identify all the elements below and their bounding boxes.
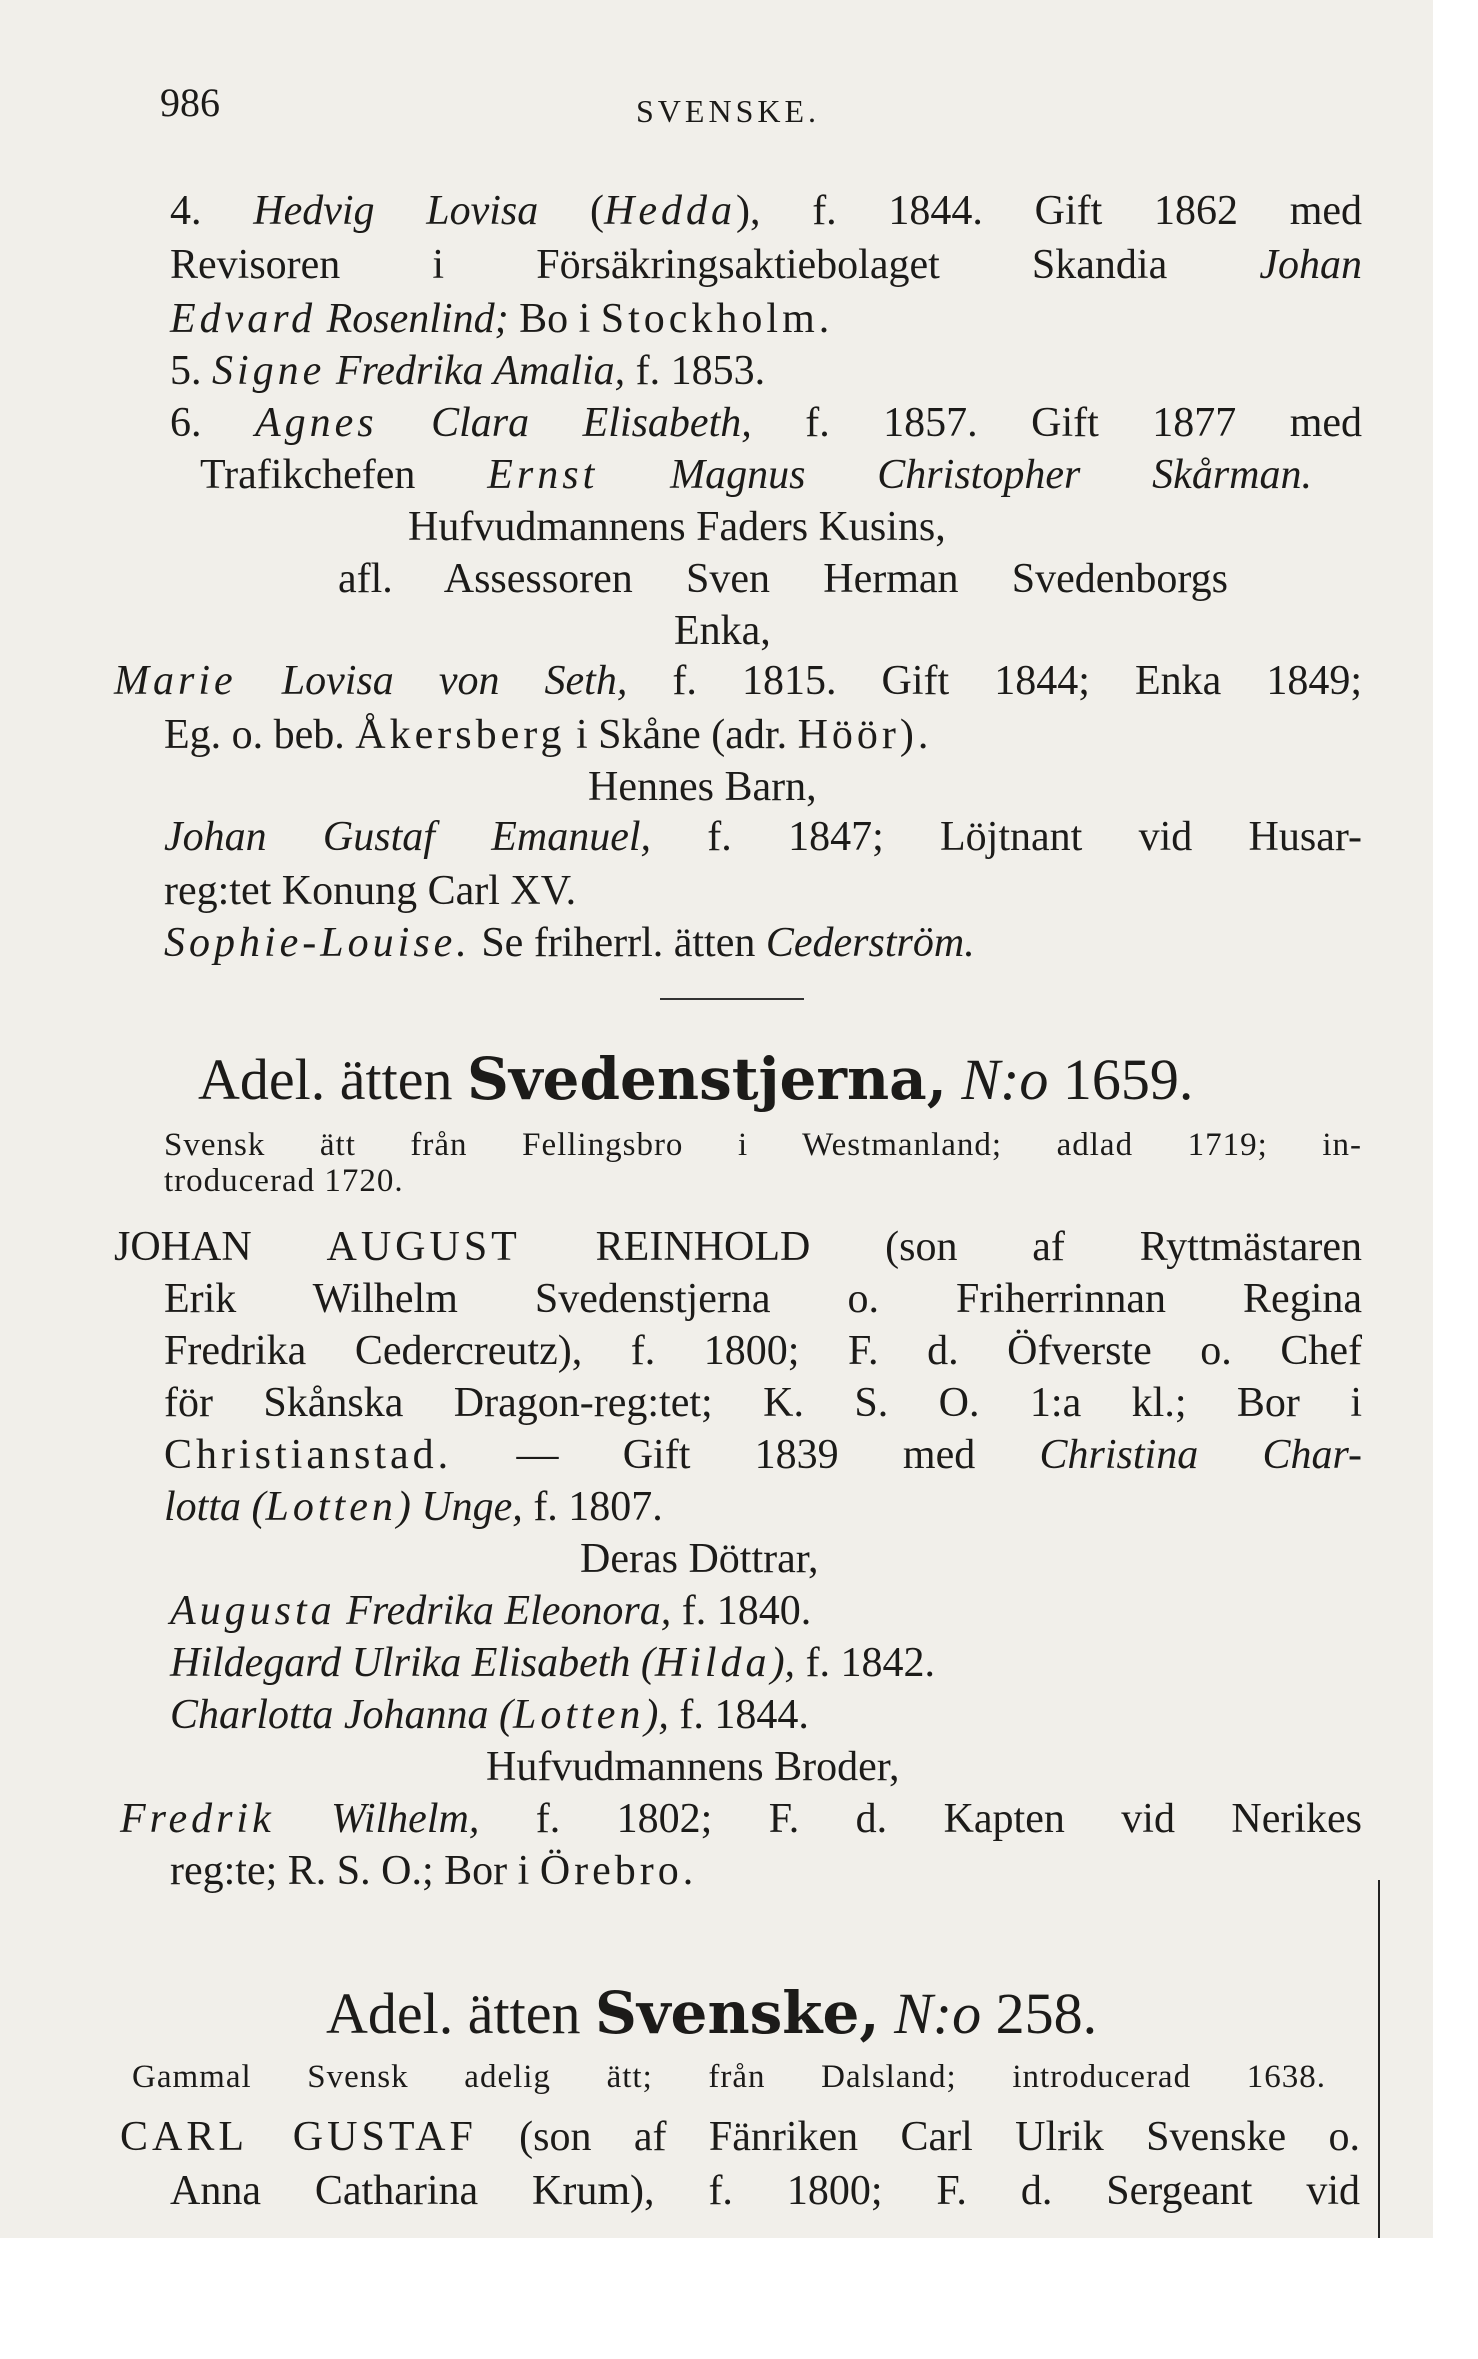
text-line: Edvard Rosenlind; Bo i Stockholm. xyxy=(170,296,834,342)
text-line: JOHAN AUGUST REINHOLD (son af Ryttmästaren xyxy=(114,1224,1363,1270)
margin-rule xyxy=(1378,1880,1380,2238)
text-line: Christianstad. — Gift 1839 med Christina Char- xyxy=(164,1432,1363,1478)
text-line: afl. Assessoren Sven Herman Svedenborgs xyxy=(338,556,1228,602)
text-line: 5. Signe Fredrika Amalia, f. 1853. xyxy=(170,348,766,394)
text-line: Fredrika Cedercreutz), f. 1800; F. d. Öfverste o. Chef xyxy=(164,1328,1362,1374)
text-line: reg:tet Konung Carl XV. xyxy=(164,868,577,914)
section-heading: Adel. ätten Svedenstjerna, N:o 1659. xyxy=(198,1045,1194,1113)
text-line: Johan Gustaf Emanuel, f. 1847; Löjtnant vid Husar- xyxy=(164,814,1362,860)
text-line: reg:te; R. S. O.; Bor i Örebro. xyxy=(170,1848,698,1894)
text-line: 6. Agnes Clara Elisabeth, f. 1857. Gift 1877 med xyxy=(170,400,1363,446)
text-line: lotta (Lotten) Unge, f. 1807. xyxy=(164,1484,663,1530)
text-line: Hufvudmannens Broder, xyxy=(486,1744,900,1790)
text-line: Trafikchefen Ernst Magnus Christopher Skårman. xyxy=(200,452,1312,498)
text-line: Sophie-Louise. Se friherrl. ätten Cederström. xyxy=(164,920,975,966)
text-line: Erik Wilhelm Svedenstjerna o. Friherrinnan Regina xyxy=(164,1276,1362,1322)
page-number: 986 xyxy=(160,80,220,125)
section-divider xyxy=(660,998,804,1000)
text-line: Enka, xyxy=(674,608,771,654)
text-line: Marie Lovisa von Seth, f. 1815. Gift 1844; Enka 1849; xyxy=(114,658,1363,704)
text-line: Hufvudmannens Faders Kusins, xyxy=(408,504,946,550)
text-line: Fredrik Wilhelm, f. 1802; F. d. Kapten vid Nerikes xyxy=(120,1796,1362,1842)
text-line: Revisoren i Försäkringsaktiebolaget Skandia Johan xyxy=(170,242,1362,288)
lineage-description: Svensk ätt från Fellingsbro i Westmanland; adlad 1719; in- xyxy=(164,1127,1362,1163)
text-line: Hildegard Ulrika Elisabeth (Hilda), f. 1842. xyxy=(170,1640,936,1686)
text-line: Augusta Fredrika Eleonora, f. 1840. xyxy=(170,1588,812,1634)
text-line: Deras Döttrar, xyxy=(580,1536,819,1582)
text-line: Eg. o. beb. Åkersberg i Skåne (adr. Höör). xyxy=(164,712,933,758)
lineage-description: Gammal Svensk adelig ätt; från Dalsland; introducerad 1638. xyxy=(132,2059,1326,2095)
text-line: 4. Hedvig Lovisa (Hedda), f. 1844. Gift 1862 med xyxy=(170,188,1363,234)
text-line: Hennes Barn, xyxy=(588,764,817,810)
lineage-description: troducerad 1720. xyxy=(164,1163,404,1199)
text-line: CARL GUSTAF (son af Fänriken Carl Ulrik Svenske o. xyxy=(120,2114,1360,2160)
running-title: SVENSKE. xyxy=(636,93,821,129)
section-heading: Adel. ätten Svenske, N:o 258. xyxy=(326,1979,1098,2047)
text-line: för Skånska Dragon-reg:tet; K. S. O. 1:a kl.; Bor i xyxy=(164,1380,1362,1426)
text-line: Charlotta Johanna (Lotten), f. 1844. xyxy=(170,1692,809,1738)
text-line: Anna Catharina Krum), f. 1800; F. d. Sergeant vid xyxy=(170,2168,1360,2214)
